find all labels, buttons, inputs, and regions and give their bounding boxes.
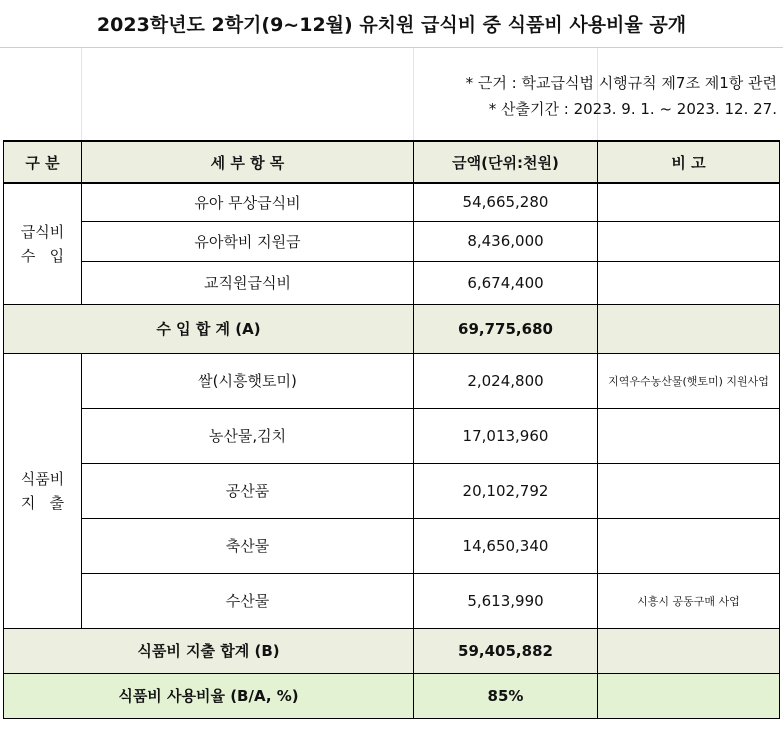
header-note: 비 고 (598, 141, 780, 183)
expense-item: 축산물 (82, 518, 414, 573)
expense-amount: 2,024,800 (414, 353, 598, 408)
expense-amount: 17,013,960 (414, 408, 598, 463)
ratio-label: 식품비 사용비율 (B/A, %) (4, 673, 414, 718)
expense-amount: 20,102,792 (414, 463, 598, 518)
basis-line-1: * 근거 : 학교급식법 시행규칙 제7조 제1항 관련 (465, 74, 777, 92)
table-row (4, 261, 780, 304)
expense-category: 식품비 지 출 (4, 353, 82, 628)
income-total-note (598, 304, 780, 353)
table-row (4, 573, 780, 628)
ratio-value: 85% (414, 673, 598, 718)
income-item: 교직원급식비 (82, 261, 414, 304)
income-amount: 54,665,280 (414, 183, 598, 221)
expense-item: 쌀(시흥햇토미) (82, 353, 414, 408)
page-title: 2023학년도 2학기(9~12월) 유치원 급식비 중 식품비 사용비율 공개 (0, 0, 783, 48)
income-amount: 8,436,000 (414, 221, 598, 261)
expense-amount: 5,613,990 (414, 573, 598, 628)
expense-amount: 14,650,340 (414, 518, 598, 573)
income-category: 급식비 수 입 (4, 183, 82, 304)
expense-note: 지역우수농산물(햇토미) 지원사업 (598, 353, 780, 408)
meal-cost-table (3, 140, 780, 719)
table-row (4, 221, 780, 261)
expense-note: 시흥시 공동구매 사업 (598, 573, 780, 628)
header-row (4, 141, 780, 183)
expense-total-label: 식품비 지출 합계 (B) (4, 628, 414, 673)
ratio-note (598, 673, 780, 718)
expense-item: 공산품 (82, 463, 414, 518)
header-amount: 금액(단위:천원) (414, 141, 598, 183)
basis-line-2: * 산출기간 : 2023. 9. 1. ~ 2023. 12. 27. (488, 100, 777, 118)
income-note (598, 261, 780, 304)
expense-total-row (4, 628, 780, 673)
income-note (598, 183, 780, 221)
legal-basis (466, 70, 777, 122)
expense-note (598, 463, 780, 518)
income-note (598, 221, 780, 261)
income-amount: 6,674,400 (414, 261, 598, 304)
table-row (4, 183, 780, 221)
income-total-label: 수 입 합 계 (A) (4, 304, 414, 353)
expense-total-note (598, 628, 780, 673)
table-row (4, 463, 780, 518)
expense-item: 농산물,김치 (82, 408, 414, 463)
ratio-row (4, 673, 780, 718)
header-item: 세 부 항 목 (82, 141, 414, 183)
expense-total-amount: 59,405,882 (414, 628, 598, 673)
income-total-row (4, 304, 780, 353)
table-row (4, 408, 780, 463)
expense-item: 수산물 (82, 573, 414, 628)
income-item: 유아 무상급식비 (82, 183, 414, 221)
table-row (4, 518, 780, 573)
expense-note (598, 518, 780, 573)
income-item: 유아학비 지원금 (82, 221, 414, 261)
expense-note (598, 408, 780, 463)
table-row (4, 353, 780, 408)
income-total-amount: 69,775,680 (414, 304, 598, 353)
header-category: 구 분 (4, 141, 82, 183)
